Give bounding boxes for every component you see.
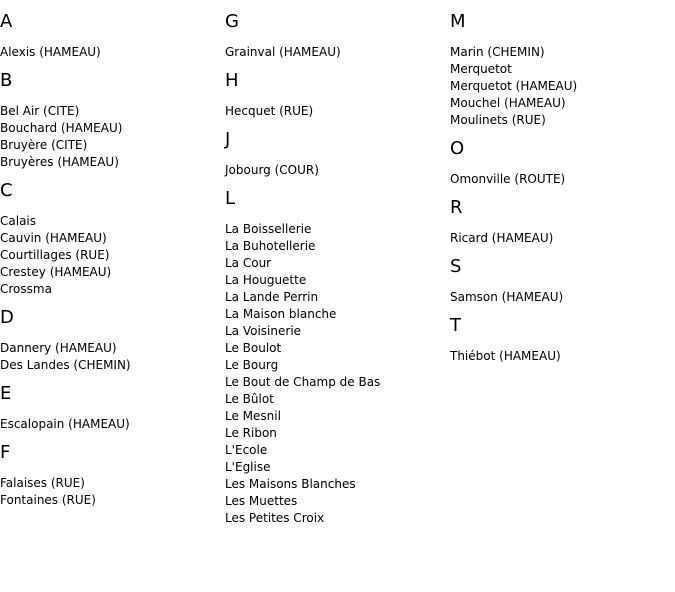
street-list	[225, 221, 450, 527]
street-item[interactable]: Crestey (HAMEAU)	[0, 265, 112, 279]
street-item[interactable]: Omonville (ROUTE)	[450, 172, 566, 186]
letter-group	[225, 69, 450, 120]
letter-group	[0, 382, 225, 433]
street-item[interactable]: L'Ecole	[225, 443, 268, 457]
letter-heading: H	[225, 70, 239, 91]
letter-heading: O	[450, 138, 465, 159]
street-index	[0, 10, 675, 535]
street-item[interactable]: Bouchard (HAMEAU)	[0, 121, 123, 135]
street-item[interactable]: Escalopain (HAMEAU)	[0, 417, 130, 431]
street-list	[0, 416, 225, 433]
street-list	[450, 289, 675, 306]
street-item[interactable]: Dannery (HAMEAU)	[0, 341, 117, 355]
street-item[interactable]: Alexis (HAMEAU)	[0, 45, 101, 59]
street-list	[450, 171, 675, 188]
street-list	[0, 213, 225, 298]
street-list	[225, 162, 450, 179]
street-item[interactable]: Les Maisons Blanches	[225, 477, 356, 491]
street-item[interactable]: Jobourg (COUR)	[225, 163, 319, 177]
street-item[interactable]: La Voisinerie	[225, 324, 302, 338]
letter-group	[0, 441, 225, 509]
street-item[interactable]: Le Mesnil	[225, 409, 281, 423]
street-list	[0, 44, 225, 61]
street-item[interactable]: Le Boulot	[225, 341, 282, 355]
street-item[interactable]: Merquetot	[450, 62, 512, 76]
street-item[interactable]: Marin (CHEMIN)	[450, 45, 545, 59]
letter-heading: S	[450, 256, 462, 277]
street-item[interactable]: Falaises (RUE)	[0, 476, 85, 490]
street-item[interactable]: Le Bourg	[225, 358, 279, 372]
street-item[interactable]: Les Petites Croix	[225, 511, 325, 525]
letter-heading: D	[0, 307, 14, 328]
street-item[interactable]: Crossma	[0, 282, 52, 296]
street-item[interactable]: Calais	[0, 214, 37, 228]
letter-heading: R	[450, 197, 463, 218]
street-item[interactable]: Merquetot (HAMEAU)	[450, 79, 578, 93]
index-column	[450, 10, 675, 535]
street-item[interactable]: La Houguette	[225, 273, 307, 287]
street-item[interactable]: Le Bûlot	[225, 392, 274, 406]
street-list	[450, 348, 675, 365]
street-item[interactable]: Bruyère (CITE)	[0, 138, 88, 152]
letter-heading: J	[225, 129, 231, 150]
street-item[interactable]: Bel Air (CITE)	[0, 104, 80, 118]
letter-group	[225, 10, 450, 61]
letter-heading: B	[0, 70, 13, 91]
letter-heading: E	[0, 383, 12, 404]
street-item[interactable]: Le Bout de Champ de Bas	[225, 375, 381, 389]
street-list	[450, 230, 675, 247]
letter-heading: G	[225, 11, 239, 32]
street-item[interactable]: Les Muettes	[225, 494, 298, 508]
street-item[interactable]: Thiébot (HAMEAU)	[450, 349, 561, 363]
letter-group	[450, 255, 675, 306]
street-item[interactable]: Ricard (HAMEAU)	[450, 231, 554, 245]
street-item[interactable]: La Maison blanche	[225, 307, 337, 321]
letter-group	[0, 69, 225, 171]
street-item[interactable]: Des Landes (CHEMIN)	[0, 358, 131, 372]
street-list	[0, 475, 225, 509]
street-list	[450, 44, 675, 129]
street-item[interactable]: Bruyères (HAMEAU)	[0, 155, 119, 169]
street-item[interactable]: Courtillages (RUE)	[0, 248, 110, 262]
street-item[interactable]: Mouchel (HAMEAU)	[450, 96, 566, 110]
letter-group	[0, 179, 225, 298]
street-item[interactable]: Grainval (HAMEAU)	[225, 45, 341, 59]
street-item[interactable]: Moulinets (RUE)	[450, 113, 546, 127]
letter-group	[0, 10, 225, 61]
letter-group	[450, 137, 675, 188]
letter-heading: F	[0, 442, 11, 463]
street-list	[225, 103, 450, 120]
index-column	[225, 10, 450, 535]
letter-heading: C	[0, 180, 13, 201]
letter-group	[450, 10, 675, 129]
street-item[interactable]: Le Ribon	[225, 426, 277, 440]
street-list	[0, 103, 225, 171]
street-item[interactable]: Fontaines (RUE)	[0, 493, 96, 507]
street-item[interactable]: La Cour	[225, 256, 272, 270]
street-item[interactable]: La Buhotellerie	[225, 239, 316, 253]
street-list	[0, 340, 225, 374]
street-item[interactable]: La Lande Perrin	[225, 290, 319, 304]
letter-group	[450, 314, 675, 365]
street-item[interactable]: Cauvin (HAMEAU)	[0, 231, 107, 245]
letter-heading: T	[450, 315, 461, 336]
letter-group	[225, 128, 450, 179]
letter-group	[225, 187, 450, 527]
letter-heading: L	[225, 188, 236, 209]
street-list	[225, 44, 450, 61]
street-item[interactable]: L'Eglise	[225, 460, 271, 474]
street-item[interactable]: La Boissellerie	[225, 222, 312, 236]
letter-heading: A	[0, 11, 13, 32]
index-column	[0, 10, 225, 535]
street-item[interactable]: Samson (HAMEAU)	[450, 290, 564, 304]
letter-heading: M	[450, 11, 466, 32]
letter-group	[0, 306, 225, 374]
street-item[interactable]: Hecquet (RUE)	[225, 104, 314, 118]
letter-group	[450, 196, 675, 247]
